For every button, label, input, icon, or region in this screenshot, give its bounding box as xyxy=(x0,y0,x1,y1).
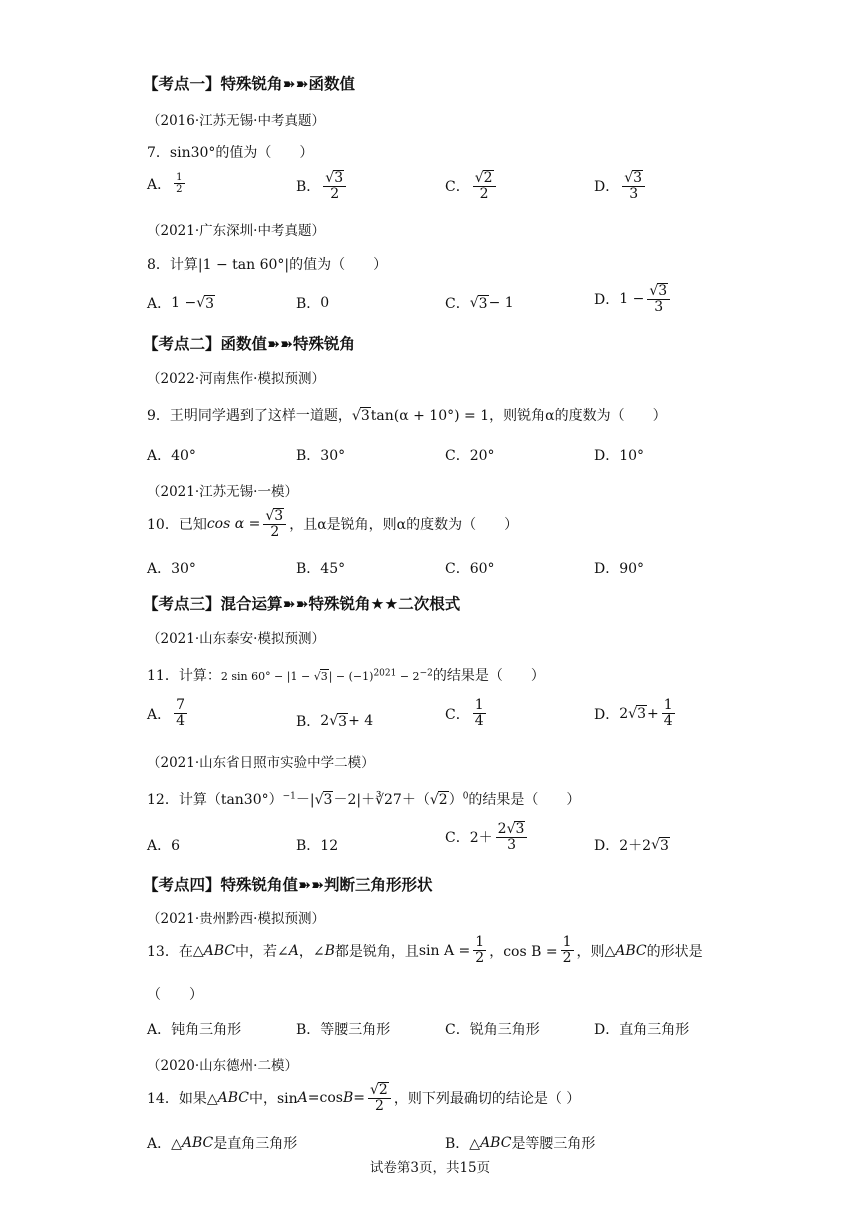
source-q10: （2021·江苏无锡·一模） xyxy=(147,484,298,500)
fraction xyxy=(647,283,670,316)
angle-label: B xyxy=(324,942,335,959)
question-13-paren: （ ） xyxy=(147,987,203,1003)
q10-option-c[interactable]: C．60° xyxy=(445,561,495,577)
fraction xyxy=(662,698,675,730)
option-label: C． xyxy=(445,179,470,196)
exponent: −1 xyxy=(282,791,296,802)
section-title-2: 【考点二】函数值➽➽特殊锐角 xyxy=(143,335,355,353)
q8-option-c[interactable]: C． √ 3 − 1 xyxy=(445,295,514,312)
numerator: 1 xyxy=(176,172,183,183)
fraction xyxy=(473,935,486,967)
stem-text: 中，sin xyxy=(248,1091,298,1108)
option-label: C． xyxy=(445,296,470,312)
q11-option-a[interactable] xyxy=(147,698,190,730)
q12-option-b[interactable]: B．12 xyxy=(296,838,339,854)
option-text: 2 xyxy=(619,705,629,722)
option-text: 1 − xyxy=(619,291,645,308)
stem-text: 的形状是 xyxy=(646,943,703,960)
section-title-4: 【考点四】特殊锐角值➽➽判断三角形形状 xyxy=(143,876,433,894)
numerator: √3 xyxy=(622,170,645,187)
q8-option-d[interactable] xyxy=(594,283,673,316)
stem-expression: ，cos B = xyxy=(489,943,558,960)
option-label: B．△ xyxy=(445,1136,481,1152)
option-text: + 4 xyxy=(348,713,374,729)
option-label: D． xyxy=(594,179,620,196)
option-text: 1 − xyxy=(171,295,197,311)
stem-text: 的结果是（ ） xyxy=(432,668,545,684)
option-label: A．△ xyxy=(147,1136,182,1152)
radicand: 2 xyxy=(378,1082,388,1098)
denominator: 2 xyxy=(270,524,280,541)
radicand: 3 xyxy=(360,408,370,424)
exponent: 2021 xyxy=(373,668,397,679)
option-label: C． xyxy=(445,706,470,723)
stem-text: ，∠ xyxy=(298,943,325,960)
q14-option-b[interactable] xyxy=(445,1133,595,1153)
stem-text: 8．计算 xyxy=(147,257,198,273)
radicand: 3 xyxy=(637,706,646,723)
stem-text: 中，若∠ xyxy=(234,943,289,960)
source-q11: （2021·山东泰安·模拟预测） xyxy=(147,631,325,647)
source-q7: （2016·江苏无锡·中考真题） xyxy=(147,113,325,129)
q8-option-a[interactable]: A． 1 − √ 3 xyxy=(147,295,215,312)
fraction xyxy=(473,170,496,203)
fraction xyxy=(496,821,528,854)
q11-option-c[interactable] xyxy=(445,698,489,730)
option-text: − 1 xyxy=(488,295,514,311)
fraction xyxy=(323,170,346,203)
fraction xyxy=(174,172,184,195)
numerator: √3 xyxy=(263,508,286,525)
q10-option-b[interactable]: B．45° xyxy=(296,561,346,577)
denominator: 4 xyxy=(176,713,186,730)
question-7-stem: 7．sin30°的值为（ ） xyxy=(147,145,314,161)
q11-option-d[interactable]: D． 2 √ 3 + $\frac{1}{4}$ xyxy=(594,697,673,730)
denominator: 3 xyxy=(654,299,664,316)
denominator: 2 xyxy=(475,950,485,967)
expr-part: 2 sin 60° − |1 − xyxy=(220,670,314,683)
stem-text: ，则锐角α的度数为（ ） xyxy=(489,408,667,424)
q8-option-b[interactable] xyxy=(296,293,329,313)
radicand: 2 xyxy=(438,792,448,808)
stem-text: 14．如果△ xyxy=(147,1091,218,1108)
numerator: √3 xyxy=(323,170,346,187)
question-10-stem xyxy=(147,508,518,541)
numerator: 1 xyxy=(474,697,484,713)
denominator: 2 xyxy=(479,186,489,203)
denominator: 4 xyxy=(474,713,484,730)
radicand: 3 xyxy=(338,713,348,730)
stem-text: =cos xyxy=(307,1090,343,1107)
section-title-3: 【考点三】混合运算➽➽特殊锐角★★二次根式 xyxy=(143,595,461,613)
stem-text: 的结果是（ ） xyxy=(468,792,581,808)
angle-label: B xyxy=(342,1090,354,1107)
q10-option-a[interactable]: A．30° xyxy=(147,561,196,577)
numerator: √2 xyxy=(473,170,496,187)
option-text: 是直角三角形 xyxy=(213,1136,298,1152)
question-13-stem xyxy=(147,935,703,967)
question-8-stem xyxy=(147,254,387,274)
triangle-label: △ABC xyxy=(604,942,647,959)
q9-option-d[interactable]: D．10° xyxy=(594,448,645,464)
option-text: + xyxy=(647,705,659,722)
q14-option-a[interactable] xyxy=(147,1133,297,1153)
q11-option-b[interactable]: B． 2 √ 3 + 4 xyxy=(296,713,374,730)
source-q14: （2020·山东德州·二模） xyxy=(147,1058,298,1074)
stem-expression: tan(α + 10°) = 1 xyxy=(370,408,490,424)
source-q12: （2021·山东省日照市实验中学二模） xyxy=(147,755,375,771)
angle-label: A xyxy=(297,1090,308,1107)
fraction xyxy=(263,508,286,541)
option-label: B． xyxy=(296,179,321,196)
option-label: C． xyxy=(445,830,470,847)
option-label: A． xyxy=(147,296,172,312)
numerator: 7 xyxy=(176,697,186,713)
radicand: 3 xyxy=(633,170,643,186)
stem-text: 9．王明同学遇到了这样一道题， xyxy=(147,408,352,424)
source-q9: （2022·河南焦作·模拟预测） xyxy=(147,371,325,387)
triangle-label: ABC xyxy=(181,1135,214,1151)
numerator: 1 xyxy=(475,934,485,950)
stem-text: 都是锐角，且 xyxy=(334,943,419,960)
q13-option-b[interactable]: B．等腰三角形 xyxy=(296,1022,391,1038)
q12-option-c[interactable] xyxy=(445,821,530,854)
radicand: 3 xyxy=(659,837,669,854)
q7-option-d[interactable] xyxy=(594,170,648,203)
q9-option-b[interactable]: B．30° xyxy=(296,448,346,464)
page-footer: 试卷第3页，共15页 xyxy=(369,1160,491,1176)
q12-option-a[interactable]: A．6 xyxy=(147,838,181,854)
q9-option-a[interactable]: A．40° xyxy=(147,448,196,464)
stem-text: 的值为（ ） xyxy=(289,257,388,273)
q13-option-d[interactable]: D．直角三角形 xyxy=(594,1022,690,1038)
option-label: A． xyxy=(147,706,172,723)
q9-option-c[interactable]: C．20° xyxy=(445,448,495,464)
radicand: 3 xyxy=(320,670,328,683)
question-9-stem: 9．王明同学遇到了这样一道题，√3tan(α + 10°) = 1，则锐角α的度数为（ ） xyxy=(147,408,667,424)
stem-text: ，且α是锐角，则α的度数为（ ） xyxy=(289,517,519,534)
radicand: 3 xyxy=(658,283,668,299)
numerator: 1 xyxy=(562,934,572,950)
numerator: √3 xyxy=(647,283,670,300)
fraction xyxy=(622,170,645,203)
triangle-label: ABC xyxy=(480,1135,512,1151)
denominator: 2 xyxy=(374,1098,384,1115)
q7-option-b[interactable] xyxy=(296,170,349,203)
denominator: 3 xyxy=(629,186,639,203)
denominator: 2 xyxy=(330,186,340,203)
fraction xyxy=(368,1082,391,1115)
stem-text: 13．在 xyxy=(147,943,193,960)
stem-text: ，则下列最确切的结论是（ ） xyxy=(393,1091,581,1108)
stem-text: ，则 xyxy=(576,943,605,960)
denominator: 4 xyxy=(663,713,673,730)
numerator: 1 xyxy=(663,697,673,713)
q13-option-a[interactable]: A．钝角三角形 xyxy=(147,1022,242,1038)
triangle-label: △ABC xyxy=(192,942,235,959)
source-q13: （2021·贵州黔西·模拟预测） xyxy=(147,911,325,927)
coefficient: 2 xyxy=(497,821,507,837)
radicand: 3 xyxy=(515,821,525,837)
cube-root: ∛27 xyxy=(375,792,402,808)
stem-text: 11．计算： xyxy=(147,668,221,684)
stem-text: ＋（ xyxy=(401,792,430,808)
stem-text: 12．计算（tan30°） xyxy=(147,792,283,808)
stem-expression: |1 − tan 60°| xyxy=(197,257,290,273)
question-11-stem xyxy=(147,665,545,685)
q13-option-c[interactable]: C．锐角三角形 xyxy=(445,1022,540,1038)
radicand: 3 xyxy=(274,508,284,524)
radicand: 3 xyxy=(323,792,333,808)
denominator: 3 xyxy=(507,837,516,854)
radicand: 3 xyxy=(478,295,488,312)
option-label: D． xyxy=(594,706,620,723)
question-14-stem xyxy=(147,1082,580,1115)
stem-text: ） xyxy=(448,792,463,808)
stem-text: 10．已知 xyxy=(147,517,207,534)
exponent: 0 xyxy=(462,791,469,802)
denominator: 2 xyxy=(562,950,572,967)
denominator: 2 xyxy=(176,184,183,195)
section-title-1: 【考点一】特殊锐角➽➽函数值 xyxy=(143,75,355,93)
fraction xyxy=(561,935,574,967)
q10-option-d[interactable]: D．90° xyxy=(594,561,645,577)
exponent: −2 xyxy=(419,668,433,679)
radicand: 3 xyxy=(334,170,344,186)
q7-option-c[interactable] xyxy=(445,170,499,203)
question-12-stem: 12．计算$(\tan 30^\circ)^{-1}-|√3-2|+∛27+(√2)^0$的结果是（ ） xyxy=(147,791,581,808)
radicand: 3 xyxy=(205,295,215,312)
expr-part: − 2 xyxy=(396,670,420,683)
option-text: 是等腰三角形 xyxy=(511,1136,596,1152)
q12-option-d[interactable]: D． 2＋2 √ 3 xyxy=(594,837,669,854)
q7-option-a[interactable] xyxy=(147,172,188,195)
triangle-label: ABC xyxy=(217,1090,249,1107)
numerator: 2√3 xyxy=(496,821,528,838)
option-text: 0 xyxy=(320,295,330,311)
option-label: A． xyxy=(147,176,172,193)
option-label: D． xyxy=(594,838,620,854)
option-label: D． xyxy=(594,292,620,309)
option-text: 2 xyxy=(320,713,330,729)
stem-expression: sin A = xyxy=(418,942,471,959)
angle-label: A xyxy=(288,942,299,959)
option-label: B． xyxy=(296,296,321,312)
option-label: B． xyxy=(296,714,321,730)
stem-text: －| xyxy=(295,792,315,808)
expr-part: | − (−1) xyxy=(328,670,374,683)
source-q8: （2021·广东深圳·中考真题） xyxy=(147,223,325,239)
option-text: 2＋2 xyxy=(619,838,652,854)
stem-expression: cos α = xyxy=(206,516,261,533)
fraction xyxy=(473,698,486,730)
stem-expression: 2 $\sin 60^\circ - |1 - √3| - (-1)^{2021} - 2^{-2}$ xyxy=(220,668,433,683)
stem-text: －2|＋ xyxy=(333,792,376,808)
stem-text: = xyxy=(353,1090,365,1107)
numerator: √2 xyxy=(368,1082,391,1099)
radicand: 2 xyxy=(483,170,493,186)
option-text: 2＋ xyxy=(469,830,493,847)
fraction xyxy=(174,698,187,730)
